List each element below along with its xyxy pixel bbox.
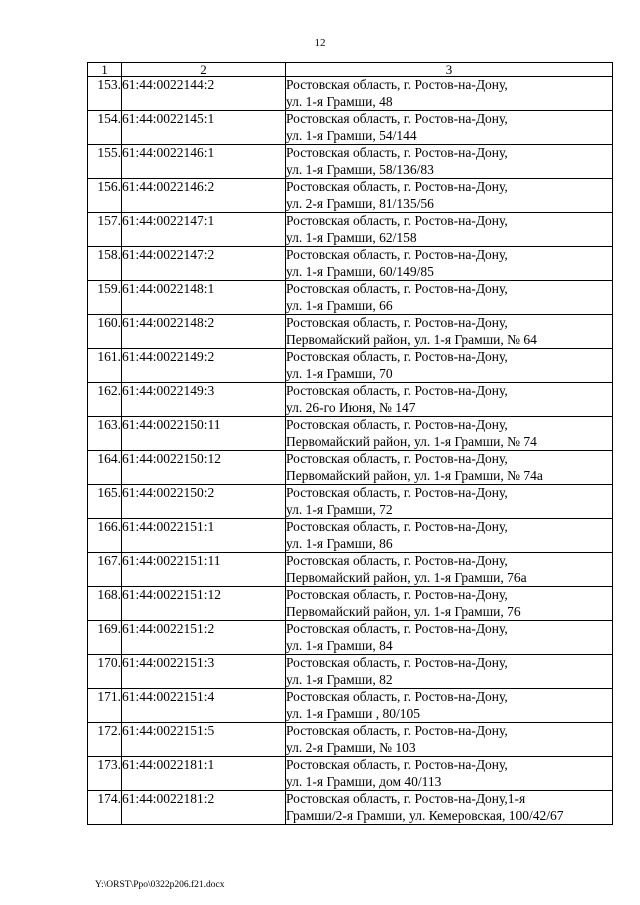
cadastral-number: 61:44:0022149:2 <box>122 349 286 383</box>
table-header-row <box>88 63 613 77</box>
cadastral-number: 61:44:0022151:5 <box>122 723 286 757</box>
address-cell <box>286 519 613 553</box>
address-line-1: Ростовская область, г. Ростов-на-Дону, <box>286 587 508 602</box>
address-line-2: ул. 1-я Грамши, 48 <box>286 93 393 109</box>
address-cell <box>286 791 613 825</box>
row-number: 167. <box>88 553 122 587</box>
address-line-2: ул. 1-я Грамши , 80/105 <box>286 705 420 721</box>
cadastral-number: 61:44:0022151:1 <box>122 519 286 553</box>
table-row <box>88 281 613 315</box>
cadastral-number: 61:44:0022181:1 <box>122 757 286 791</box>
address-cell <box>286 757 613 791</box>
row-number: 166. <box>88 519 122 553</box>
address-line-2: Первомайский район, ул. 1-я Грамши, № 64 <box>286 331 537 347</box>
table-row <box>88 111 613 145</box>
address-cell <box>286 587 613 621</box>
cadastral-number: 61:44:0022147:2 <box>122 247 286 281</box>
address-line-2: Грамши/2-я Грамши, ул. Кемеровская, 100/42/67 <box>286 807 564 823</box>
address-line-2: ул. 2-я Грамши, 81/135/56 <box>286 195 434 211</box>
address-cell <box>286 77 613 111</box>
address-line-1: Ростовская область, г. Ростов-на-Дону, <box>286 145 508 160</box>
address-line-2: ул. 1-я Грамши, 62/158 <box>286 229 417 245</box>
table-row <box>88 179 613 213</box>
address-line-1: Ростовская область, г. Ростов-на-Дону, <box>286 519 508 534</box>
address-cell <box>286 451 613 485</box>
table-row <box>88 553 613 587</box>
address-cell <box>286 553 613 587</box>
table-row <box>88 247 613 281</box>
row-number: 153. <box>88 77 122 111</box>
address-cell <box>286 689 613 723</box>
table-row <box>88 213 613 247</box>
row-number: 172. <box>88 723 122 757</box>
address-cell <box>286 145 613 179</box>
address-line-1: Ростовская область, г. Ростов-на-Дону,1-я <box>286 791 526 806</box>
address-cell <box>286 621 613 655</box>
address-line-1: Ростовская область, г. Ростов-на-Дону, <box>286 655 508 670</box>
address-cell <box>286 281 613 315</box>
cadastral-number: 61:44:0022148:1 <box>122 281 286 315</box>
row-number: 174. <box>88 791 122 825</box>
row-number: 156. <box>88 179 122 213</box>
address-line-1: Ростовская область, г. Ростов-на-Дону, <box>286 485 508 500</box>
table-row <box>88 383 613 417</box>
address-cell <box>286 485 613 519</box>
cadastral-number: 61:44:0022150:2 <box>122 485 286 519</box>
cadastral-number: 61:44:0022149:3 <box>122 383 286 417</box>
cadastral-number: 61:44:0022151:4 <box>122 689 286 723</box>
cadastral-number: 61:44:0022146:1 <box>122 145 286 179</box>
address-line-2: ул. 1-я Грамши, 58/136/83 <box>286 161 434 177</box>
address-cell <box>286 179 613 213</box>
row-number: 161. <box>88 349 122 383</box>
address-cell <box>286 655 613 689</box>
address-cell <box>286 111 613 145</box>
address-line-1: Ростовская область, г. Ростов-на-Дону, <box>286 77 508 92</box>
address-line-2: ул. 1-я Грамши, 86 <box>286 535 393 551</box>
address-line-2: ул. 1-я Грамши, 70 <box>286 365 393 381</box>
address-line-1: Ростовская область, г. Ростов-на-Дону, <box>286 111 508 126</box>
cadastral-number: 61:44:0022151:3 <box>122 655 286 689</box>
address-line-2: ул. 1-я Грамши, 54/144 <box>286 127 417 143</box>
page-number: 12 <box>314 37 326 49</box>
address-cell <box>286 213 613 247</box>
address-line-1: Ростовская область, г. Ростов-на-Дону, <box>286 553 508 568</box>
row-number: 162. <box>88 383 122 417</box>
row-number: 155. <box>88 145 122 179</box>
table-row <box>88 145 613 179</box>
address-line-1: Ростовская область, г. Ростов-на-Дону, <box>286 383 508 398</box>
cadastral-number: 61:44:0022150:12 <box>122 451 286 485</box>
cadastral-number: 61:44:0022147:1 <box>122 213 286 247</box>
address-line-1: Ростовская область, г. Ростов-на-Дону, <box>286 213 508 228</box>
address-line-2: ул. 1-я Грамши, 60/149/85 <box>286 263 434 279</box>
table-row <box>88 621 613 655</box>
column-header-2: 2 <box>122 63 286 77</box>
table-row <box>88 417 613 451</box>
address-line-1: Ростовская область, г. Ростов-на-Дону, <box>286 247 508 262</box>
row-number: 169. <box>88 621 122 655</box>
address-cell <box>286 247 613 281</box>
cadastral-number: 61:44:0022151:11 <box>122 553 286 587</box>
column-header-3: 3 <box>286 63 613 77</box>
address-cell <box>286 383 613 417</box>
address-line-1: Ростовская область, г. Ростов-на-Дону, <box>286 723 508 738</box>
address-line-1: Ростовская область, г. Ростов-на-Дону, <box>286 689 508 704</box>
table-body <box>88 77 613 825</box>
table-row <box>88 315 613 349</box>
address-line-2: ул. 1-я Грамши, 72 <box>286 501 393 517</box>
address-line-1: Ростовская область, г. Ростов-на-Дону, <box>286 281 508 296</box>
cadastral-number: 61:44:0022144:2 <box>122 77 286 111</box>
row-number: 158. <box>88 247 122 281</box>
row-number: 154. <box>88 111 122 145</box>
address-cell <box>286 723 613 757</box>
column-header-1: 1 <box>88 63 122 77</box>
table-row <box>88 757 613 791</box>
address-line-2: Первомайский район, ул. 1-я Грамши, № 74а <box>286 467 543 483</box>
address-line-2: ул. 1-я Грамши, 82 <box>286 671 393 687</box>
cadastral-number: 61:44:0022151:12 <box>122 587 286 621</box>
table-row <box>88 587 613 621</box>
row-number: 168. <box>88 587 122 621</box>
address-line-1: Ростовская область, г. Ростов-на-Дону, <box>286 349 508 364</box>
table-row <box>88 655 613 689</box>
table-row <box>88 723 613 757</box>
row-number: 163. <box>88 417 122 451</box>
cadastral-number: 61:44:0022146:2 <box>122 179 286 213</box>
row-number: 173. <box>88 757 122 791</box>
address-line-1: Ростовская область, г. Ростов-на-Дону, <box>286 621 508 636</box>
table-row <box>88 689 613 723</box>
address-line-1: Ростовская область, г. Ростов-на-Дону, <box>286 315 508 330</box>
address-line-2: ул. 1-я Грамши, 66 <box>286 297 393 313</box>
address-cell <box>286 349 613 383</box>
table-row <box>88 519 613 553</box>
address-cell <box>286 417 613 451</box>
table-row <box>88 485 613 519</box>
address-line-2: Первомайский район, ул. 1-я Грамши, 76а <box>286 569 527 585</box>
cadastral-number: 61:44:0022148:2 <box>122 315 286 349</box>
row-number: 159. <box>88 281 122 315</box>
address-line-2: ул. 2-я Грамши, № 103 <box>286 739 416 755</box>
cadastral-number: 61:44:0022150:11 <box>122 417 286 451</box>
table-row <box>88 349 613 383</box>
cadastral-number: 61:44:0022181:2 <box>122 791 286 825</box>
cadastral-number: 61:44:0022145:1 <box>122 111 286 145</box>
row-number: 164. <box>88 451 122 485</box>
row-number: 165. <box>88 485 122 519</box>
cadastral-number: 61:44:0022151:2 <box>122 621 286 655</box>
address-line-1: Ростовская область, г. Ростов-на-Дону, <box>286 417 508 432</box>
table-row <box>88 791 613 825</box>
row-number: 160. <box>88 315 122 349</box>
row-number: 170. <box>88 655 122 689</box>
address-cell <box>286 315 613 349</box>
address-line-1: Ростовская область, г. Ростов-на-Дону, <box>286 451 508 466</box>
address-line-1: Ростовская область, г. Ростов-на-Дону, <box>286 757 508 772</box>
address-line-1: Ростовская область, г. Ростов-на-Дону, <box>286 179 508 194</box>
table-row <box>88 451 613 485</box>
address-line-2: Первомайский район, ул. 1-я Грамши, № 74 <box>286 433 537 449</box>
cadastral-table <box>87 62 613 825</box>
address-line-2: ул. 1-я Грамши, дом 40/113 <box>286 773 442 789</box>
address-line-2: Первомайский район, ул. 1-я Грамши, 76 <box>286 603 521 619</box>
row-number: 157. <box>88 213 122 247</box>
footer-file-path: Y:\ORST\Ppo\0322p206.f21.docx <box>95 880 225 890</box>
table-row <box>88 77 613 111</box>
row-number: 171. <box>88 689 122 723</box>
address-line-2: ул. 26-го Июня, № 147 <box>286 399 416 415</box>
address-line-2: ул. 1-я Грамши, 84 <box>286 637 393 653</box>
